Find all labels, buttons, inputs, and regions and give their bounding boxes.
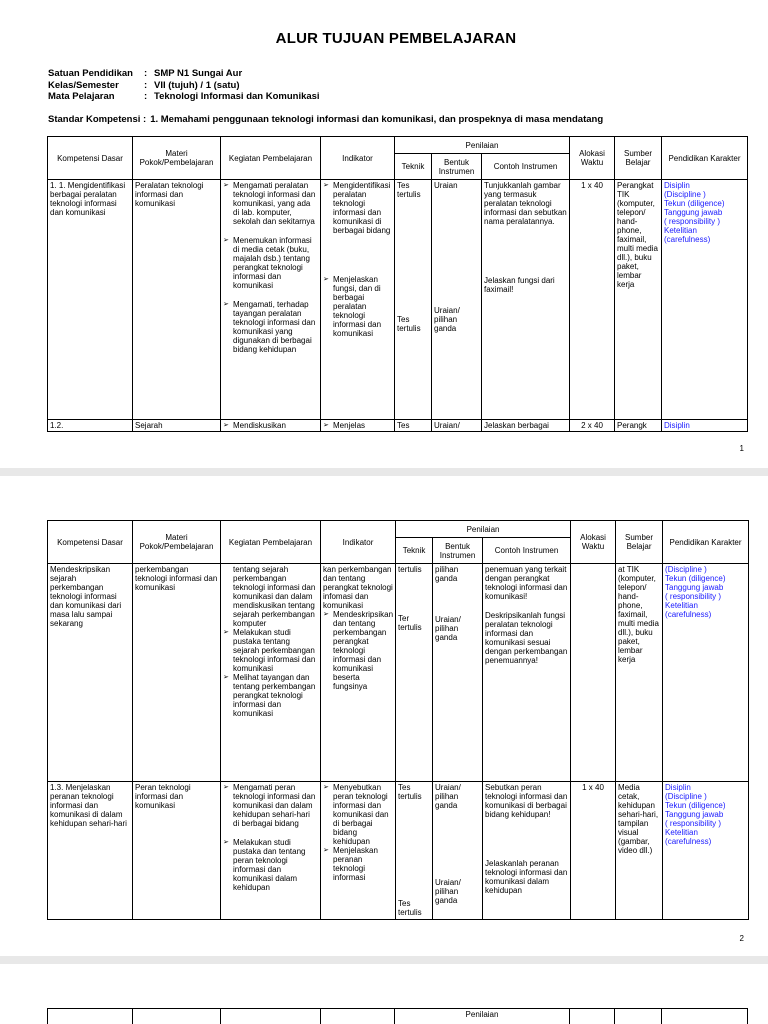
page-number: 1: [739, 444, 744, 453]
cell-sumber: at TIK (komputer, telepon/ hand-phone, faximail, multi media dll.), buku paket, lembar kerja: [616, 564, 663, 782]
document-title: ALUR TUJUAN PEMBELAJARAN: [275, 30, 517, 47]
cell-contoh: penemuan yang terkait dengan perangkat teknologi informasi dan komunikasi! Deskripsikanlah fungsi peralatan teknologi informasi dan komunikasi sesuai dengan perkembangan penemuannya!: [483, 564, 571, 782]
header-sumber: Sumber Belajar: [615, 137, 662, 180]
kegiatan-item: tentang sejarah perkembangan teknologi informasi dan komunikasi dan dalam mendiskusikan tentang sejarah perkembangan komputer: [233, 565, 316, 628]
kegiatan-item: ➢ Menemukan informasi di media cetak (buku, majalah dsb.) tentang perangkat teknologi informasi dan komunikasi: [223, 236, 318, 290]
table-row: [48, 782, 749, 920]
indikator-item: ➢ Menyebutkan peran teknologi informasi dan komunikasi dan di berbagai bidang kehidupan: [323, 783, 393, 846]
cell-teknik: Tes tertulis Tes tertulis: [395, 180, 432, 420]
header-alokasi: Alokasi Waktu: [571, 521, 616, 564]
header-penilaian: Penilaian: [395, 137, 570, 154]
table-row: [48, 420, 748, 432]
header-teknik: Teknik: [395, 154, 432, 180]
cell-bentuk: Uraian/: [432, 420, 482, 432]
indikator-item: ➢ Mengidentifikasi peralatan teknologi informasi dan komunikasi di berbagai bidang: [323, 181, 392, 235]
header-penilaian: Penilaian: [396, 521, 571, 538]
kegiatan-item: ➢ Melakukan studi pustaka tentang sejarah perkembangan teknologi informasi dan komunikasi: [223, 628, 318, 673]
cell-materi: Peralatan teknologi informasi dan komunikasi: [133, 180, 221, 420]
cell-alokasi: 1 x 40: [571, 782, 616, 920]
meta-row: Mata Pelajaran : Teknologi Informasi dan Komunikasi: [48, 91, 320, 102]
cell-indikator: [321, 180, 395, 420]
meta-row: Kelas/Semester : VII (tujuh) / 1 (satu): [48, 79, 240, 91]
document-page-2: [0, 476, 768, 956]
cell-kegiatan: [221, 180, 321, 420]
table-row: [48, 564, 749, 782]
cell-sumber: Perangkat TIK (komputer, telepon/ hand-phone, faximail, multi media dll.), buku paket, lembar kerja: [615, 180, 662, 420]
header-bentuk: Bentuk Instrumen: [432, 154, 482, 180]
cell-alokasi: [571, 564, 616, 782]
kegiatan-item: ➢ Mengamati peralatan teknologi informasi dan komunikasi, yang ada di lab. komputer, sekolah dan sekitarnya: [223, 181, 318, 226]
cell-kd: Mendeskripsikan sejarah perkembangan teknologi informasi dan komunikasi dari masa lalu sampai sekarang: [48, 564, 133, 782]
alur-table-page-1: [47, 136, 748, 432]
header-indikator: Indikator: [321, 521, 396, 564]
header-sumber: Sumber Belajar: [616, 521, 663, 564]
cell-kd: 1.3. Menjelaskan peranan teknologi informasi dan komunikasi di dalam kehidupan sehari-hari: [48, 782, 133, 920]
header-contoh: Contoh Instrumen: [482, 154, 570, 180]
table-row: [48, 180, 748, 420]
header-teknik: Teknik: [396, 538, 433, 564]
indikator-item: ➢ Menjelaskan peranan teknologi informasi: [323, 846, 393, 882]
header-contoh: Contoh Instrumen: [483, 538, 571, 564]
header-penilaian: Penilaian: [395, 1009, 570, 1024]
header-indikator: Indikator: [321, 137, 395, 180]
cell-bentuk: Uraian Uraian/ pilihan ganda: [432, 180, 482, 420]
cell-materi: perkembangan teknologi informasi dan komunikasi: [133, 564, 221, 782]
page-number: 2: [739, 934, 744, 943]
cell-kegiatan: [221, 782, 321, 920]
meta-row: Satuan Pendidikan : SMP N1 Sungai Aur: [48, 68, 243, 79]
header-karakter: Pendidikan Karakter: [662, 137, 748, 180]
cell-contoh: Tunjukkanlah gambar yang termasuk peralatan teknologi informasi dan sebutkan nama peralatannya. Jelaskan fungsi dari faximail!: [482, 180, 570, 420]
cell-teknik: tertulis Ter tertulis: [396, 564, 433, 782]
cell-kegiatan: ➢ Mendiskusikan: [221, 420, 321, 432]
cell-alokasi: 2 x 40: [570, 420, 615, 432]
kegiatan-item: ➢ Melihat tayangan dan tentang perkembangan perangkat teknologi informasi dan komunikasi: [223, 673, 318, 718]
cell-bentuk: pilihan ganda Uraian/ pilihan ganda: [433, 564, 483, 782]
indikator-item: ➢ Mendeskripsikan dan tentang perkembangan perangkat teknologi informasi dan komunikasi beserta fungsinya: [323, 610, 393, 691]
cell-karakter: Disiplin (Discipline ) Tekun (diligence) Tanggung jawab ( responsibility ) Ketelitian (carefulness): [663, 782, 749, 920]
kegiatan-item: ➢ Mengamati peran teknologi informasi dan komunikasi dan dalam kehidupan sehari-hari di berbagai bidang: [223, 783, 318, 828]
header-kegiatan: Kegiatan Pembelajaran: [221, 137, 321, 180]
cell-kd: 1.2.: [48, 420, 133, 432]
cell-materi: Sejarah: [133, 420, 221, 432]
cell-karakter: (Discipline ) Tekun (diligence) Tanggung jawab ( responsibility ) Ketelitian (carefulness): [663, 564, 749, 782]
header-alokasi: Alokasi Waktu: [570, 137, 615, 180]
cell-karakter: Disiplin: [662, 420, 748, 432]
cell-teknik: Tes tertulis Tes tertulis: [396, 782, 433, 920]
cell-karakter: Disiplin (Discipline ) Tekun (diligence) Tanggung jawab ( responsibility ) Ketelitian (carefulness): [662, 180, 748, 420]
cell-kegiatan: [221, 564, 321, 782]
document-meta: [48, 68, 320, 103]
cell-sumber: Media cetak, kehidupan sehari-hari, tampilan visual (gambar, video dll.): [616, 782, 663, 920]
cell-kd: 1. 1. Mengidentifikasi berbagai peralatan teknologi informasi dan komunikasi: [48, 180, 133, 420]
kegiatan-item: ➢ Mengamati, terhadap tayangan peralatan teknologi informasi dan komunikasi yang digunakan di berbagai bidang kehidupan: [223, 300, 318, 354]
header-kegiatan: Kegiatan Pembelajaran: [221, 521, 321, 564]
indikator-item: ➢ Menjelaskan fungsi, dan di berbagai peralatan teknologi informasi dan komunikasi: [323, 275, 392, 338]
cell-bentuk: Uraian/ pilihan ganda Uraian/ pilihan ganda: [433, 782, 483, 920]
header-materi: Materi Pokok/Pembelajaran: [133, 137, 221, 180]
cell-indikator: [321, 782, 396, 920]
cell-contoh: Jelaskan berbagai: [482, 420, 570, 432]
kegiatan-item: ➢ Melakukan studi pustaka dan tentang peran teknologi informasi dan komunikasi dalam kehidupan: [223, 838, 318, 892]
cell-indikator: [321, 564, 396, 782]
cell-indikator: ➢ Menjelas: [321, 420, 395, 432]
cell-teknik: Tes: [395, 420, 432, 432]
alur-table-page-2: [47, 520, 749, 920]
document-page-3: [0, 964, 768, 1024]
document-page-1: [0, 0, 768, 468]
header-kd: Kompetensi Dasar: [48, 137, 133, 180]
cell-alokasi: 1 x 40: [570, 180, 615, 420]
indikator-item: kan perkembangan dan tentang perangkat teknologi infomasi dan komunikasi: [323, 565, 393, 610]
cell-contoh: Sebutkan peran teknologi informasi dan komunikasi di berbagai bidang kehidupan! Jelaskanlah peranan teknologi informasi dan komunikasi dalam kehidupan: [483, 782, 571, 920]
cell-sumber: Perangk: [615, 420, 662, 432]
header-materi: Materi Pokok/Pembelajaran: [133, 521, 221, 564]
header-bentuk: Bentuk Instrumen: [433, 538, 483, 564]
alur-table-page-3: [47, 1008, 748, 1024]
cell-materi: Peran teknologi informasi dan komunikasi: [133, 782, 221, 920]
header-kd: Kompetensi Dasar: [48, 521, 133, 564]
header-karakter: Pendidikan Karakter: [663, 521, 749, 564]
standar-kompetensi: Standar Kompetensi : 1. Memahami penggunaan teknologi informasi dan komunikasi, dan prospeknya di masa mendatang: [48, 114, 604, 125]
